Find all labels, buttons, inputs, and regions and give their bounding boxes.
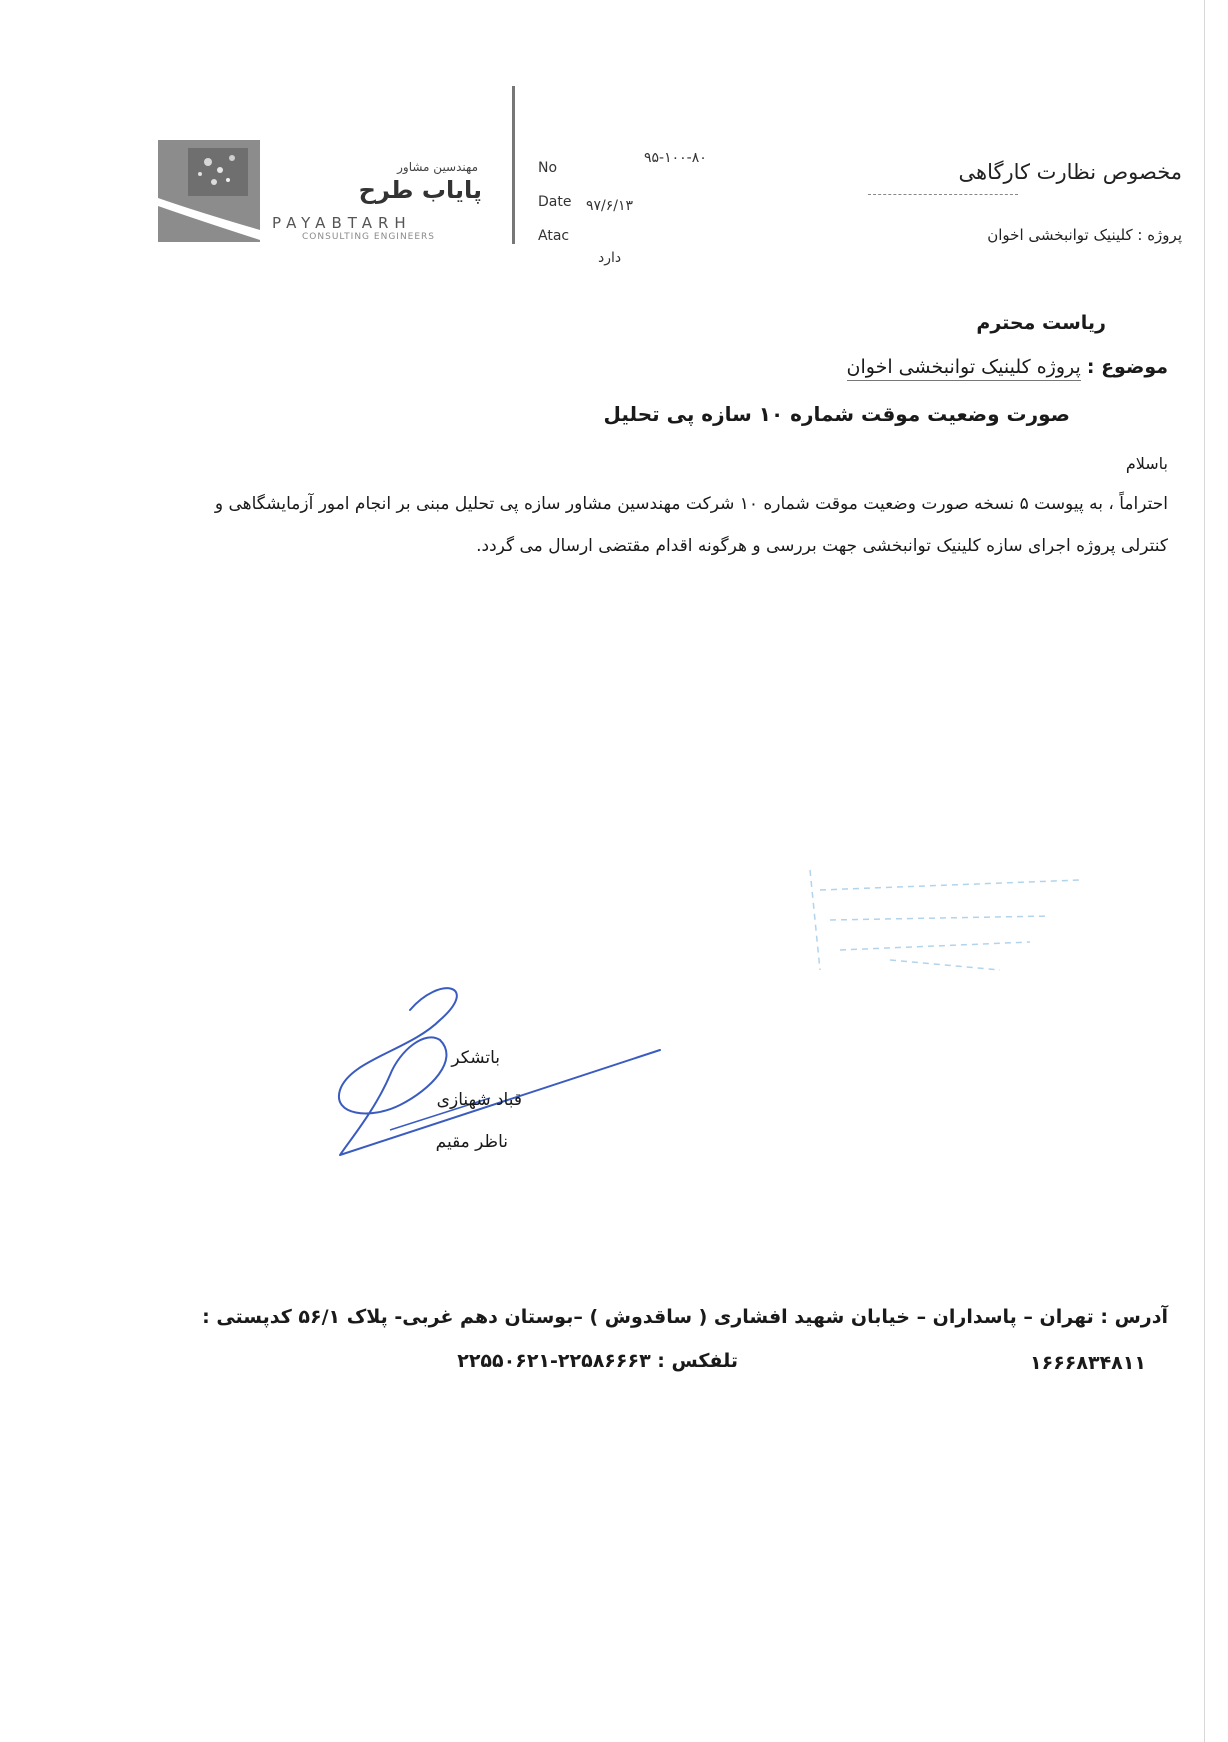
office-title: مخصوص نظارت کارگاهی (958, 160, 1182, 184)
date-label: Date (538, 194, 572, 210)
footer-address: آدرس : تهران – پاسداران – خیابان شهید افشاری ( ساقدوش ) –بوستان دهم غربی- پلاک ۵۶/۱ کدپستی : (202, 1306, 1168, 1328)
paragraph-line-1: احتراماً ، به پیوست ۵ نسخه صورت وضعیت موقت شماره ۱۰ شرکت مهندسین مشاور سازه پی تحلیل مبنی بر انجام امور آزمایشگاهی و (214, 494, 1168, 514)
company-name-fa-small: مهندسین مشاور (397, 160, 478, 174)
paragraph-line-2: کنترلی پروژه اجرای سازه کلینیک توانبخشی جهت بررسی و هرگونه اقدام مقتضی ارسال می گردد. (476, 536, 1168, 556)
atac-value: دارد (598, 250, 622, 266)
salutation: ریاست محترم (976, 312, 1106, 334)
subject-line (847, 356, 1168, 378)
office-title-underline (868, 194, 1018, 196)
company-name-fa: پایاب طرح (358, 176, 482, 204)
no-value: ۹۵-۱۰۰-۸۰ (644, 150, 707, 166)
scan-edge-line (1204, 0, 1205, 1742)
greeting: باسلام (1125, 454, 1168, 473)
subject-title: صورت وضعیت موقت شماره ۱۰ سازه پی تحلیل (603, 402, 1070, 426)
company-subtitle: CONSULTING ENGINEERS (302, 232, 436, 242)
footer-postal-code: ۱۶۶۶۸۳۴۸۱۱ (1030, 1352, 1146, 1374)
thanks-text: باتشکر (451, 1048, 500, 1068)
no-label: No (538, 160, 558, 176)
faint-stamp-icon (800, 850, 1100, 1000)
logo-graphic-icon (158, 140, 260, 242)
letterhead-divider (512, 86, 515, 244)
company-name-latin: PAYABTARH (272, 214, 412, 232)
footer-phone: تلفکس : ۲۲۵۸۶۶۶۳-۲۲۵۵۰۶۲۱ (457, 1350, 738, 1372)
subject-label: موضوع : (1086, 356, 1168, 378)
company-logo (158, 140, 260, 242)
signer-name: قباد شهنازی (436, 1090, 522, 1110)
date-value: ۹۷/۶/۱۳ (586, 198, 634, 214)
project-line: پروژه : کلینیک توانبخشی اخوان (987, 226, 1182, 244)
atac-label: Atac (538, 228, 570, 244)
subject-text: پروژه کلینیک توانبخشی اخوان (847, 356, 1081, 381)
signer-role: ناظر مقیم (435, 1132, 508, 1152)
